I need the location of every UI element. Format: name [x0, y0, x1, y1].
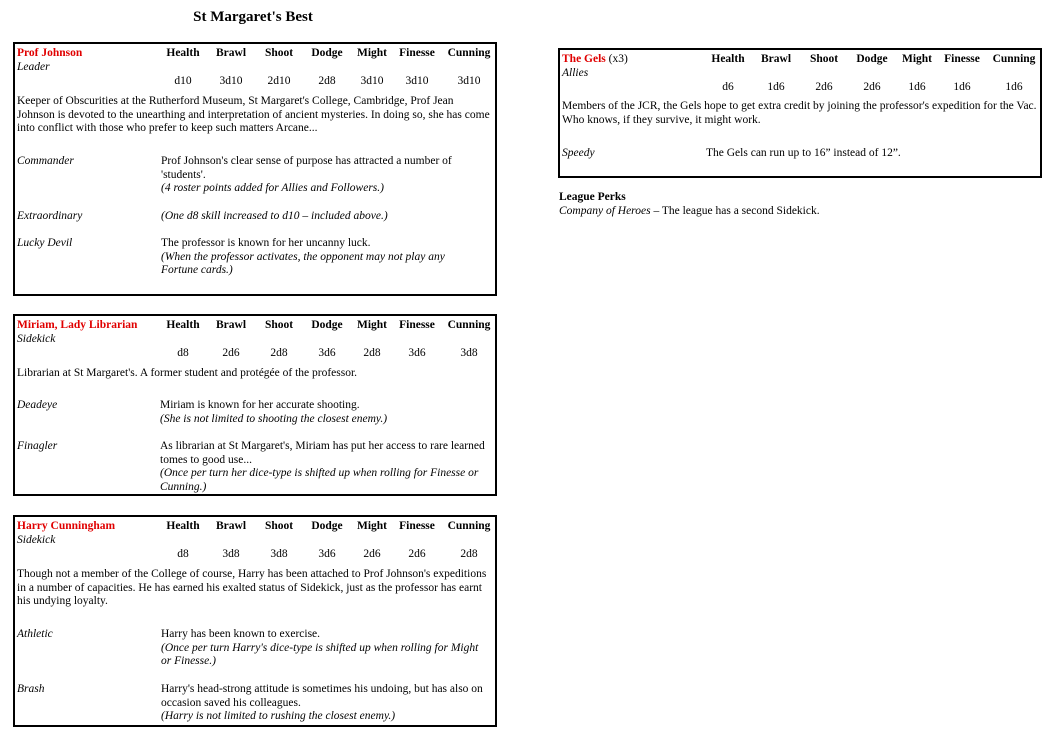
stat-value-health: d8 [177, 347, 189, 359]
stat-value-might: 1d6 [908, 81, 926, 93]
character-card-harry-cunningham [13, 515, 497, 727]
skill-extraordinary [161, 210, 491, 224]
stat-header-dodge: Dodge [311, 47, 343, 59]
character-description: Members of the JCR, the Gels hope to get extra credit by joining the professor's expedition for the Vac. Who knows, if they survive, it might work. [562, 100, 1037, 126]
character-multiplier: (x3) [608, 53, 628, 65]
skill-text: Miriam is known for her accurate shooting. [160, 399, 360, 411]
skill-text: Prof Johnson's clear sense of purpose has attracted a number of 'students'. [161, 155, 452, 181]
character-role: Sidekick [17, 333, 56, 345]
character-description: Though not a member of the College of course, Harry has been attached to Prof Johnson's expeditions in a number of capacities. He has earned his exalted status of Sidekick, just as the professor has earnt his undying loyalty. [17, 568, 487, 607]
stat-value-dodge: 3d6 [318, 347, 336, 359]
stat-header-dodge: Dodge [311, 319, 343, 331]
stat-header-health: Health [711, 53, 745, 65]
skill-note: (Once per turn her dice-type is shifted up when rolling for Finesse or Cunning.) [160, 467, 479, 493]
character-role: Sidekick [17, 534, 56, 546]
stat-value-dodge: 3d6 [318, 548, 336, 560]
stat-value-cunning: 3d8 [460, 347, 478, 359]
skill-name-extraordinary: Extraordinary [17, 210, 83, 222]
stat-header-shoot: Shoot [264, 520, 294, 532]
skill-deadeye [160, 399, 496, 426]
stat-header-cunning: Cunning [992, 53, 1036, 65]
stat-value-health: d8 [177, 548, 189, 560]
stat-value-shoot: 2d6 [815, 81, 833, 93]
skill-name-commander: Commander [17, 155, 74, 167]
skill-note: (She is not limited to shooting the closest enemy.) [160, 412, 388, 425]
skill-name-speedy: Speedy [562, 147, 595, 159]
stat-value-brawl: 3d8 [222, 548, 240, 560]
skill-name-athletic: Athletic [17, 628, 53, 640]
league-perk [559, 205, 820, 219]
stat-header-might: Might [901, 53, 933, 65]
stat-header-might: Might [356, 319, 388, 331]
stat-header-brawl: Brawl [215, 47, 247, 59]
stat-header-shoot: Shoot [264, 47, 294, 59]
stat-header-brawl: Brawl [760, 53, 792, 65]
stat-value-brawl: 3d10 [219, 75, 243, 87]
stat-header-finesse: Finesse [944, 53, 980, 65]
character-role: Allies [562, 67, 589, 79]
skill-note: (One d8 skill increased to d10 – included above.) [161, 210, 388, 222]
league-perks-title: League Perks [559, 191, 626, 203]
stat-header-health: Health [166, 47, 200, 59]
stat-header-dodge: Dodge [311, 520, 343, 532]
stat-header-brawl: Brawl [215, 319, 247, 331]
skill-note: (Harry is not limited to rushing the closest enemy.) [161, 710, 396, 722]
stat-value-shoot: 3d8 [270, 548, 288, 560]
stat-value-shoot: 2d10 [267, 75, 291, 87]
stat-header-might: Might [356, 47, 388, 59]
skill-text: Harry's head-strong attitude is sometimes his undoing, but has also on occasion saved his colleagues. [161, 683, 483, 709]
stat-value-might: 2d6 [363, 548, 381, 560]
character-name-text: The Gels [562, 53, 606, 65]
stat-value-finesse: 3d6 [408, 347, 426, 359]
stat-header-finesse: Finesse [399, 47, 435, 59]
character-name [562, 53, 628, 67]
character-name: Harry Cunningham [17, 520, 116, 532]
stat-value-dodge: 2d6 [863, 81, 881, 93]
skill-note: (4 roster points added for Allies and Followers.) [161, 182, 384, 194]
stat-value-might: 3d10 [360, 75, 384, 87]
skill-note: (Once per turn Harry's dice-type is shifted up when rolling for Might or Finesse.) [161, 641, 479, 667]
stat-header-cunning: Cunning [447, 319, 491, 331]
stat-value-finesse: 2d6 [408, 548, 426, 560]
skill-commander [161, 155, 491, 196]
stat-value-might: 2d8 [363, 347, 381, 359]
stat-value-health: d6 [722, 81, 734, 93]
character-name: Miriam, Lady Librarian [17, 319, 138, 331]
skill-text: The Gels can run up to 16” instead of 12”. [706, 147, 901, 159]
stat-header-health: Health [166, 520, 200, 532]
stat-value-dodge: 2d8 [318, 75, 336, 87]
stat-value-health: d10 [174, 75, 192, 87]
skill-text: Harry has been known to exercise. [161, 628, 321, 640]
stat-value-shoot: 2d8 [270, 347, 288, 359]
stat-value-cunning: 1d6 [1005, 81, 1023, 93]
skill-name-deadeye: Deadeye [17, 399, 58, 411]
skill-brash [161, 683, 491, 724]
stat-value-finesse: 3d10 [405, 75, 429, 87]
stat-header-cunning: Cunning [447, 520, 491, 532]
character-name: Prof Johnson [17, 47, 83, 59]
perk-name: Company of Heroes [559, 205, 651, 217]
skill-name-lucky-devil: Lucky Devil [17, 237, 73, 249]
stat-header-cunning: Cunning [447, 47, 491, 59]
page-title: St Margaret's Best [193, 9, 313, 25]
stat-header-finesse: Finesse [399, 520, 435, 532]
perk-text: – The league has a second Sidekick. [650, 205, 820, 217]
stat-header-finesse: Finesse [399, 319, 435, 331]
stat-header-shoot: Shoot [264, 319, 294, 331]
skill-finagler [160, 440, 496, 494]
stat-value-finesse: 1d6 [953, 81, 971, 93]
skill-name-brash: Brash [17, 683, 45, 695]
character-card-miriam [13, 314, 497, 496]
skill-athletic [161, 628, 481, 669]
skill-lucky-devil [161, 237, 481, 278]
skill-text: The professor is known for her uncanny luck. [161, 237, 371, 249]
stat-header-might: Might [356, 520, 388, 532]
character-card-the-gels [558, 48, 1042, 178]
skill-note: (When the professor activates, the opponent may not play any Fortune cards.) [161, 250, 445, 276]
stat-value-brawl: 2d6 [222, 347, 240, 359]
skill-name-finagler: Finagler [17, 440, 58, 452]
character-card-prof-johnson [13, 42, 497, 296]
stat-value-cunning: 2d8 [460, 548, 478, 560]
character-description: Keeper of Obscurities at the Rutherford Museum, St Margaret's College, Cambridge, Prof Jean Johnson is devoted to the unearthing and interpretation of ancient mysteries. In doing so, she has come into conflict with those who prefer to keep such matters Arcane... [17, 95, 490, 134]
stat-value-cunning: 3d10 [457, 75, 481, 87]
character-role: Leader [17, 61, 50, 73]
stat-header-brawl: Brawl [215, 520, 247, 532]
character-description: Librarian at St Margaret's. A former student and protégée of the professor. [17, 367, 358, 379]
stat-header-dodge: Dodge [856, 53, 888, 65]
stat-header-shoot: Shoot [809, 53, 839, 65]
stat-value-brawl: 1d6 [767, 81, 785, 93]
skill-speedy [706, 147, 1036, 161]
skill-text: As librarian at St Margaret's, Miriam has put her access to rare learned tomes to good use... [160, 440, 485, 466]
stat-header-health: Health [166, 319, 200, 331]
